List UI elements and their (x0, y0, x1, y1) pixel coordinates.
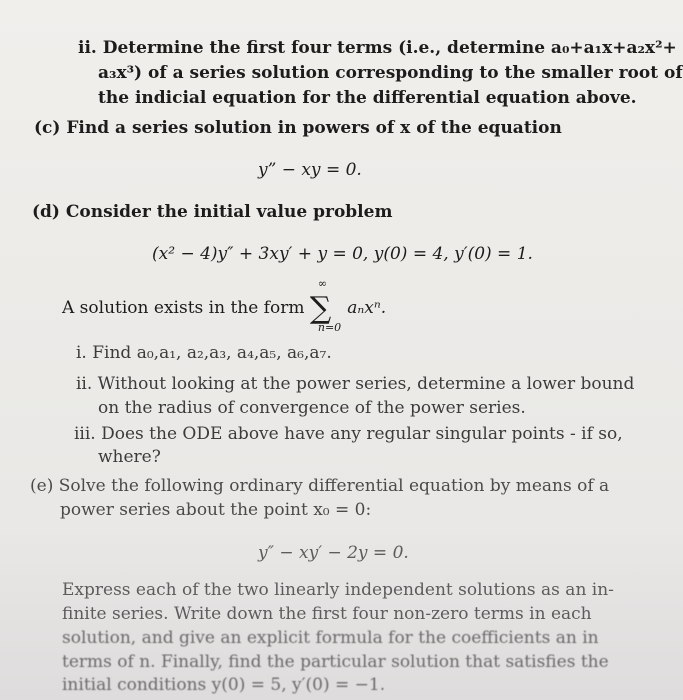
part-c-prompt: (c) Find a series solution in powers of x of the equation (34, 118, 562, 138)
summation-lower-limit: n=0 (317, 321, 342, 334)
part-d-solution-form (62, 277, 387, 334)
part-e-paragraph-line-5: initial conditions y(0) = 5, y′(0) = −1. (62, 675, 386, 695)
part-c-equation: y” − xy = 0. (258, 160, 362, 180)
part-d-prompt: (d) Consider the initial value problem (32, 202, 393, 222)
part-e-equation: y″ − xy′ − 2y = 0. (258, 543, 409, 563)
part-d-equation: (x² − 4)y″ + 3xy′ + y = 0, y(0) = 4, y′(0) = 1. (152, 244, 533, 264)
part-d-iii-line-1: iii. Does the ODE above have any regular singular points - if so, (74, 424, 623, 444)
part-b-ii-line-3: the indicial equation for the differential equation above. (98, 88, 637, 108)
summation (309, 277, 342, 334)
sigma-symbol: ∑ (309, 291, 332, 326)
part-e-paragraph-line-3: solution, and give an explicit formula for the coefficients an in (62, 628, 599, 648)
part-d-ii-line-1: ii. Without looking at the power series, determine a lower bound (76, 374, 635, 394)
part-e-prompt-line-1: (e) Solve the following ordinary differential equation by means of a (30, 476, 610, 496)
part-e-prompt-line-2: power series about the point x₀ = 0: (60, 500, 372, 520)
part-e-paragraph-line-2: finite series. Write down the first four non-zero terms in each (62, 604, 592, 624)
part-b-ii-line-2: a₃x³) of a series solution corresponding to the smaller root of (98, 63, 683, 83)
part-e-paragraph-line-1: Express each of the two linearly independent solutions as an in- (62, 580, 614, 600)
summation-term: aₙxⁿ. (347, 298, 387, 318)
part-e-paragraph-line-4: terms of n. Finally, find the particular solution that satisfies the (62, 652, 609, 672)
solution-form-prefix: A solution exists in the form (62, 298, 305, 318)
part-b-ii-line-1: ii. Determine the first four terms (i.e., determine a₀+a₁x+a₂x²+ (78, 38, 677, 58)
part-d-iii-line-2: where? (98, 447, 161, 467)
part-d-ii-line-2: on the radius of convergence of the power series. (98, 398, 526, 418)
summation-upper-limit: ∞ (317, 277, 328, 290)
part-d-i: i. Find a₀,a₁, a₂,a₃, a₄,a₅, a₆,a₇. (76, 343, 332, 363)
